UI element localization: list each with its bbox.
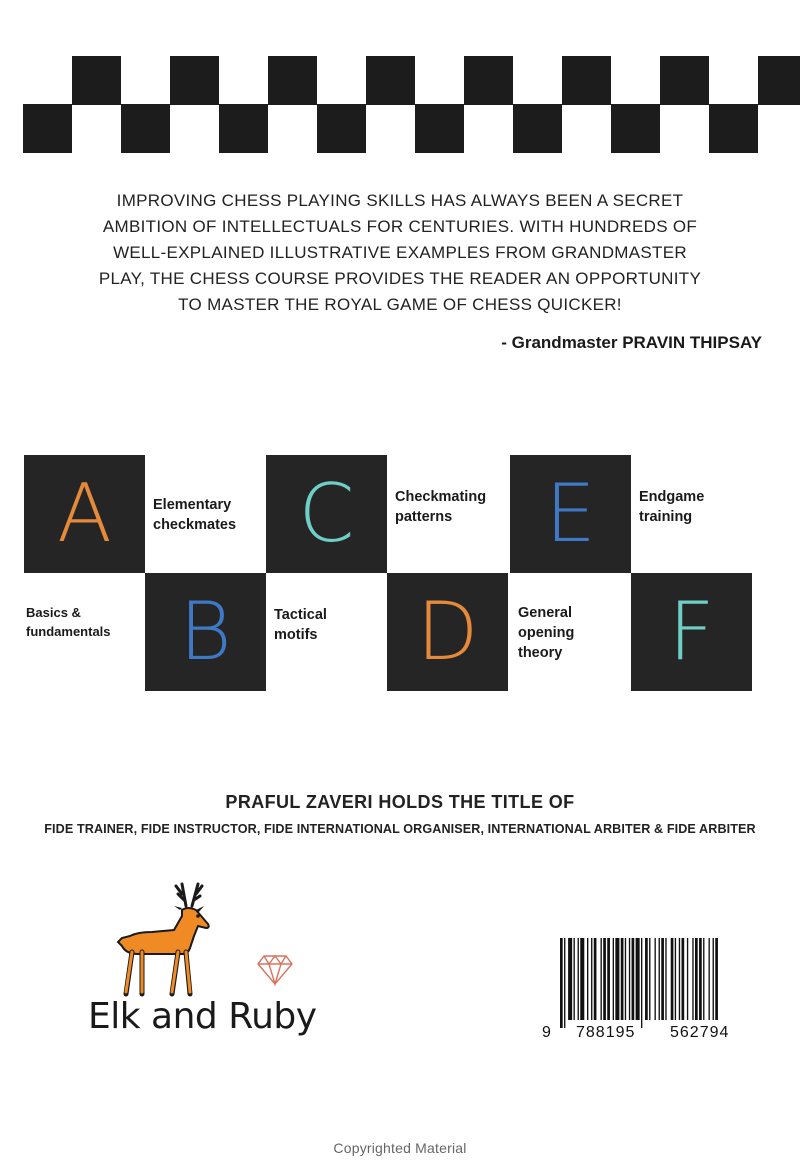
checker-square — [121, 104, 170, 153]
publisher-logo — [88, 880, 328, 1050]
topic-letter-a: A — [57, 467, 112, 560]
attribution-name: PRAVIN THIPSAY — [622, 333, 762, 352]
publisher-name: Elk and Ruby — [88, 996, 317, 1037]
quote-attribution — [501, 333, 762, 353]
topic-letter-d: D — [416, 585, 479, 678]
label-line: Checkmating — [395, 489, 487, 505]
checker-square — [611, 104, 660, 153]
topic-label-cell — [510, 573, 631, 691]
topic-tile-e — [510, 455, 631, 573]
barcode-digits-left: 788195 — [576, 1024, 636, 1041]
checker-square — [464, 56, 513, 105]
label-line: theory — [518, 645, 563, 661]
topic-letter-c: C — [298, 467, 355, 560]
quote-line: WELL-EXPLAINED ILLUSTRATIVE EXAMPLES FROM GRANDMASTER — [113, 243, 687, 262]
topic-label-cell — [631, 455, 752, 573]
barcode-bars — [540, 938, 766, 1028]
label-line: training — [639, 509, 693, 525]
checker-square — [219, 104, 268, 153]
topic-label-checkmating-patterns — [395, 487, 486, 527]
label-line: fundamentals — [26, 624, 111, 639]
label-line: Endgame — [639, 489, 705, 505]
back-cover-quote — [20, 188, 780, 318]
topic-tile-a — [24, 455, 145, 573]
checker-square — [268, 56, 317, 105]
topic-letter-e: E — [545, 467, 596, 560]
checker-square — [72, 56, 121, 105]
author-titles: FIDE TRAINER, FIDE INSTRUCTOR, FIDE INTERNATIONAL ORGANISER, INTERNATIONAL ARBITER & FIDE ARBITER — [44, 822, 756, 836]
checker-square — [170, 56, 219, 105]
elk-icon — [108, 880, 238, 998]
checker-square — [660, 56, 709, 105]
checker-square — [709, 104, 758, 153]
checker-square — [366, 56, 415, 105]
barcode-digit-prefix: 9 — [542, 1024, 551, 1041]
label-line: opening — [518, 625, 575, 641]
checker-square — [415, 104, 464, 153]
copyright-notice: Copyrighted Material — [333, 1140, 467, 1156]
checker-square — [513, 104, 562, 153]
label-line: Elementary — [153, 497, 232, 513]
isbn-barcode — [540, 938, 766, 1046]
checker-square — [758, 56, 800, 105]
attribution-prefix: - Grandmaster — [501, 333, 623, 352]
topic-label-endgame-training — [639, 487, 704, 527]
topic-tile-c — [266, 455, 387, 573]
topic-letter-f: F — [668, 585, 715, 678]
topic-label-cell — [387, 455, 508, 573]
topic-label-general-opening-theory — [518, 603, 574, 663]
quote-line: TO MASTER THE ROYAL GAME OF CHESS QUICKER! — [178, 295, 622, 314]
checker-square — [562, 56, 611, 105]
topic-label-basics — [26, 603, 111, 641]
label-line: patterns — [395, 509, 453, 525]
label-line: checkmates — [153, 517, 237, 533]
topic-grid — [24, 455, 752, 691]
quote-line: AMBITION OF INTELLECTUALS FOR CENTURIES. WITH HUNDREDS OF — [102, 217, 698, 236]
checker-square — [317, 104, 366, 153]
checker-square — [23, 104, 72, 153]
topic-tile-d — [387, 573, 508, 691]
ruby-icon — [256, 952, 294, 986]
topic-label-cell — [24, 573, 145, 691]
topic-label-cell — [145, 455, 266, 573]
checkered-banner — [0, 0, 800, 150]
label-line: Basics & — [26, 605, 81, 620]
topic-tile-f — [631, 573, 752, 691]
quote-line: PLAY, THE CHESS COURSE PROVIDES THE READER AN OPPORTUNITY — [98, 269, 702, 288]
label-line: General — [518, 605, 572, 621]
topic-tile-b — [145, 573, 266, 691]
topic-label-cell — [266, 573, 387, 691]
quote-line: IMPROVING CHESS PLAYING SKILLS HAS ALWAYS BEEN A SECRET — [116, 191, 684, 210]
barcode-digits-right: 562794 — [670, 1024, 730, 1041]
label-line: motifs — [274, 627, 318, 643]
topic-label-tactical-motifs — [274, 605, 327, 645]
label-line: Tactical — [274, 607, 327, 623]
topic-label-elementary-checkmates — [153, 495, 236, 535]
author-heading: PRAFUL ZAVERI HOLDS THE TITLE OF — [225, 792, 575, 812]
topic-letter-b: B — [179, 585, 232, 678]
